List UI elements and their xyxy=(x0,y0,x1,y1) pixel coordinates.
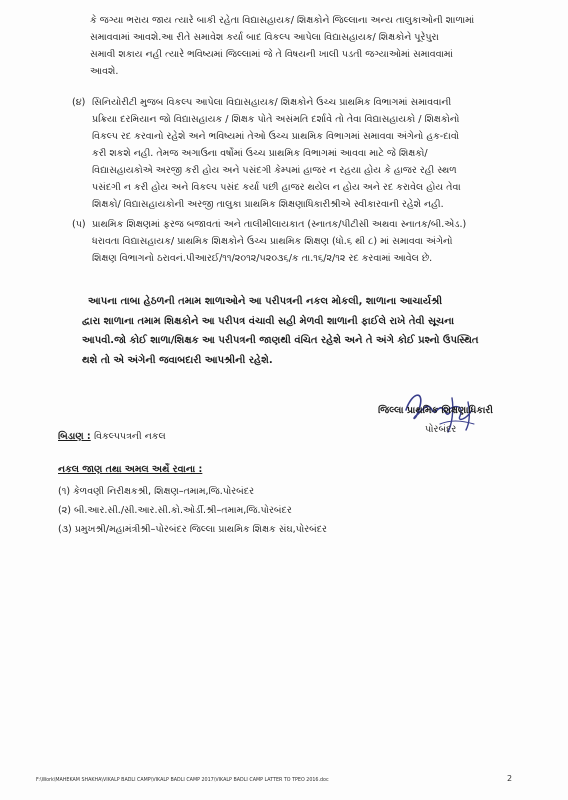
list-item-4 xyxy=(72,94,527,213)
text-line: પસંદગી ન કરી હોય અને વિકલ્પ પસંદ કર્યા પછી હાજર થયેલ ન હોય અને રદ કરાવેલ હોય તેવા xyxy=(92,182,461,193)
text-line: દ્વારા શાળાના તમામ શિક્ષકોને આ પરીપત્ર વંચાવી સહી મેળવી શાળાની ફાઈલે રાખે તેવી સૂચના xyxy=(82,315,455,327)
copy-to-item: (૩) પ્રમુખશ્રી/મહામંત્રીશ્રી–પોરબંદર જિલ્લા પ્રાથમિક શિક્ષક સંઘ,પોરબંદર xyxy=(58,524,327,535)
text-line: સમાવી શકાય નહી ત્યારે ભવિષ્યમાં જિલ્લામાં જે તે વિષયની ખાલી પડતી જગ્યાઓમાં સમાવવામાં xyxy=(90,49,453,60)
file-path-footer: F:\Work\MAHEKAM SHAKHA\VIKALP BADLI CAMP\VIKALP BADLI CAMP 2017\VIKALP BADLI CAMP LATTER TO TPEO 2016.doc xyxy=(36,778,329,783)
text-line: શિક્ષકો/ વિદ્યાસહાયકોની અરજી તાલુકા પ્રાથમિક શિક્ષણાધિકારીશ્રીએ સ્વીકારવાની રહેશે નહી. xyxy=(92,199,444,210)
text-line: આપના તાબા હેઠળની તમામ શાળાઓને આ પરીપત્રની નકલ મોકલી, શાળાના આચાર્યશ્રી xyxy=(88,296,443,307)
attachment-label: બિડાણ : xyxy=(58,431,91,442)
text-line: કે જગ્યા ભરાય જાય ત્યારે બાકી રહેતા વિદ્યાસહાયક/ શિક્ષકોને જિલ્લાના અન્ય તાલુકાઓની શાળામાં xyxy=(90,15,475,26)
text-line: વિદ્યાસહાયકોએ અરજી કરી હોય અને પસંદગી કેમ્પમાં હાજર ન રહયા હોય કે હાજર રહી સ્થળ xyxy=(92,165,457,176)
para3-continuation xyxy=(90,12,520,80)
signatory-designation: જિલ્લા પ્રાથમિક શિક્ષણાધિકારી xyxy=(378,405,494,416)
copy-to-item: (૨) બી.આર.સી./સી.આર.સી.કો.ઓર્ડી.શ્રી–તમામ,જિ.પોરબંદર xyxy=(58,505,292,516)
text-line: સમાવવામાં આવશે.આ રીતે સમાવેશ કર્યા બાદ વિકલ્પ આપેલા વિદ્યાસહાયક/ શિક્ષકોને પૂરેપુરા xyxy=(90,32,439,43)
item-number: (પ) xyxy=(72,219,86,230)
text-line: શિક્ષણ વિભાગનો ઠરાવનં.પીઆરઈ/૧૧/૨૦૧૨/૫૨૦૩૬/ક તા.૧૬/૨/૧૨ રદ કરવામાં આવેલ છે. xyxy=(92,253,433,264)
instruction-paragraph xyxy=(82,292,528,370)
text-line: આપવી.જો કોઈ શાળા/શિક્ષક આ પરીપત્રની જાણથી વંચિત રહેશે અને તે અંગે કોઈ પ્રશ્નો ઉપસ્થિત xyxy=(82,335,479,346)
text-line: થશે તો એ અંગેની જવાબદારી આપશ્રીની રહેશે. xyxy=(82,354,273,366)
copy-to-heading: નકલ જાણ તથા અમલ અર્થે રવાના : xyxy=(58,464,203,475)
list-item-5 xyxy=(72,216,527,267)
item-number: (૪) xyxy=(72,97,86,108)
attachment-text: વિકલ્પપત્રની નકલ xyxy=(94,431,166,442)
page-number: 2 xyxy=(507,774,513,783)
text-line: આવશે. xyxy=(90,66,119,77)
text-line: કરી શકશે નહી. તેમજ અગાઉના વર્ષોમાં ઉચ્ચ પ્રાથમિક વિભાગમાં આવવા માટે જે શિક્ષકો/ xyxy=(92,148,428,159)
signatory-place: પોરબંદર xyxy=(425,424,457,435)
text-line: પ્રાથમિક શિક્ષણમાં ફરજ બજાવતાં અને તાલીમીલાયકાત (સ્નાતક/પીટીસી અથવા સ્નાતક/બી.એડ.) xyxy=(92,219,467,230)
text-line: ધરાવતા વિદ્યાસહાયક/ પ્રાથમિક શિક્ષકોને ઉચ્ચ પ્રાથમિક શિક્ષણ (ધો.૬ થી ૮) માં સમાવવા અંગેનો xyxy=(92,236,453,247)
text-line: સિનિયોરીટી મુજબ વિકલ્પ આપેલા વિદ્યાસહાયક/ શિક્ષકોને ઉચ્ચ પ્રાથમિક વિભાગમાં સમાવવાની xyxy=(92,97,452,108)
text-line: વિકલ્પ રદ કરવાનો રહેશે અને ભવિષ્યમાં તેઓ ઉચ્ચ પ્રાથમિક વિભાગમાં સમાવવા અંગેનો હક-દાવો xyxy=(92,131,460,142)
attachment-line xyxy=(58,431,166,442)
copy-to-item: (૧) કેળવણી નિરીક્ષકશ્રી, શિક્ષણ–તમામ,જિ.પોરબંદર xyxy=(58,486,255,497)
text-line: પ્રક્રિયા દરમિયાન જો વિદ્યાસહાયક / શિક્ષક પોતે અસંમતિ દર્શાવે તો તેવા વિદ્યાસહાયકો / શિક્ષકોનો xyxy=(92,114,460,125)
